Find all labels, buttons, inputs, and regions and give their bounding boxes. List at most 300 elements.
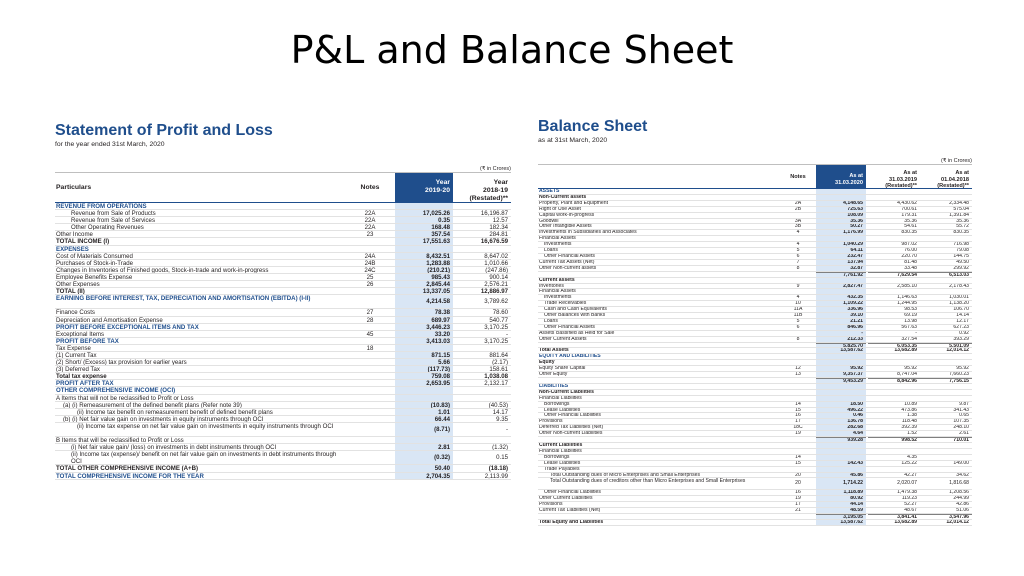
pl-row-previous (453, 345, 511, 351)
pl-row-current: 2,845.44 (395, 281, 453, 287)
bs-row-previous: 95.92 (904, 366, 917, 372)
pl-row (55, 317, 511, 324)
bs-row-current (816, 449, 866, 454)
pl-row (55, 210, 511, 217)
pl-row (55, 366, 511, 373)
bs-row-previous (868, 443, 920, 448)
bs-header-p-l2: 31.03.2019 (889, 176, 917, 183)
bs-row-current (816, 236, 866, 241)
pl-row (55, 409, 511, 416)
bs-row-opening: 51.06 (956, 507, 969, 513)
bs-row-opening: 575.04 (953, 206, 969, 212)
bs-row-current: 21.21 (816, 319, 866, 324)
pl-row-note (345, 409, 395, 415)
pl-row-current: 985.43 (395, 274, 453, 280)
pl-row-current: 4,214.58 (395, 295, 453, 308)
bs-row-opening (920, 384, 972, 389)
bs-row-previous: 6,053.35 (868, 343, 920, 348)
pl-row-note: 23 (366, 231, 374, 238)
pl-row-particular: Total tax expense (56, 373, 107, 380)
bs-row-opening (920, 449, 972, 454)
pl-row-particular: TOTAL OTHER COMPREHENSIVE INCOME (A+B) (56, 465, 199, 472)
bs-row-opening: 6,513.03 (920, 272, 972, 277)
bs-row-particular: Capital work-in-progress (539, 212, 595, 218)
pl-header-particulars: Particulars (56, 184, 92, 191)
pl-row (55, 451, 511, 465)
pl-row-previous: 284.81 (489, 231, 508, 238)
pl-row-particular: (ii) Income tax (expense)/ benefit on net fair value gain on investments in debt instruments through OCI (71, 451, 337, 465)
pl-row (55, 402, 511, 409)
pl-row-previous: (2.17) (492, 359, 508, 366)
bs-row-previous: 2,585.10 (897, 283, 917, 289)
pl-row-current: 357.54 (395, 231, 453, 237)
pl-row-current (395, 246, 453, 252)
pl-row (55, 288, 511, 295)
bs-row-opening (920, 360, 972, 365)
bs-row-opening: 55.72 (956, 224, 969, 230)
bs-row-current: 212.33 (816, 337, 866, 342)
bs-row-current: 44.14 (816, 502, 866, 507)
pl-row-note (345, 238, 395, 244)
bs-row-note: 15 (795, 460, 801, 466)
bs-row-opening: 14.14 (956, 313, 969, 318)
bs-row-particular: Trade Receivables (544, 301, 587, 307)
bs-row-particular (538, 378, 780, 383)
pl-row-previous: 182.34 (489, 224, 508, 231)
pl-row-previous: (40.53) (488, 401, 508, 408)
bs-row-particular: ASSETS (539, 189, 560, 194)
bs-header-q-l2: 01.04.2018 (941, 176, 969, 183)
bs-row-particular: Assets classified as Held for Sale (539, 330, 615, 336)
pl-row-note (345, 444, 395, 450)
pl-row-current: 759.08 (395, 373, 453, 379)
bs-row-particular: Inventories (539, 283, 564, 289)
pl-row (55, 373, 511, 380)
bs-row-opening: 299.92 (953, 265, 969, 271)
profit-loss-statement (55, 122, 511, 576)
bs-row-particular: Financial Assets (539, 289, 576, 295)
bs-row-particular: Lease Liabilities (544, 407, 581, 413)
bs-row-current: 80.92 (816, 496, 866, 501)
bs-row-previous: 13.98 (904, 318, 917, 324)
bs-row-particular: Provisions (539, 502, 563, 507)
bs-row-current: 64.11 (816, 248, 866, 253)
pl-row (55, 345, 511, 352)
bs-header-c-l1: As at (849, 173, 863, 179)
bs-row-note: 14 (795, 454, 801, 460)
bs-row-note (780, 195, 816, 200)
bs-row-note: 11B (793, 313, 803, 318)
bs-row-current: 108.09 (816, 213, 866, 218)
pl-row-current (395, 437, 453, 443)
bs-row-opening: 106.70 (953, 307, 969, 313)
bs-row-previous (868, 384, 920, 389)
bs-row-previous: 998.52 (868, 437, 920, 442)
pl-row-particular: (3) Deferred Tax (56, 366, 100, 373)
bs-header-q-l3: (Restated)** (937, 183, 969, 189)
pl-row (55, 444, 511, 451)
pl-row-previous: (1.32) (492, 444, 508, 451)
pl-row-note (345, 203, 395, 209)
bs-subtitle: as at 31st March, 2020 (538, 137, 608, 144)
bs-row-current: 4.64 (816, 431, 866, 436)
bs-row-current: 39.10 (816, 313, 866, 318)
bs-row-particular: Loans (544, 318, 558, 324)
bs-row-particular: Investments (544, 242, 572, 248)
bs-row-particular: Right of Use Asset (539, 206, 581, 212)
bs-row-opening (920, 390, 972, 395)
bs-row-current (816, 467, 866, 472)
pl-row-previous: 12,886.97 (480, 288, 508, 295)
bs-row-opening: 9.87 (959, 401, 969, 407)
pl-unit-label: (₹ in Crores) (55, 165, 511, 173)
bs-row-particular: Other Financial Assets (544, 253, 595, 259)
pl-row (55, 473, 511, 480)
pl-row-note: 24C (364, 266, 376, 273)
bs-row-previous: 3,841.41 (868, 514, 920, 519)
bs-row-note: 5 (796, 318, 800, 324)
pl-row-previous: 12.57 (492, 217, 508, 224)
bs-row-particular: Current Tax Liabilities (Net) (539, 507, 601, 513)
pl-row-particular: Revenue from Sale of Products (71, 210, 156, 217)
bs-row-previous: 10.89 (904, 401, 917, 407)
bs-row-previous: 81.48 (904, 259, 917, 265)
bs-unit-label: (₹ in Crores) (538, 157, 972, 165)
pl-row-note (345, 288, 395, 294)
bs-row-note: 19 (795, 496, 801, 502)
pl-row-particular: Other Income (56, 231, 93, 238)
bs-row-previous (868, 360, 920, 365)
bs-row-previous: 327.54 (901, 336, 917, 342)
pl-row-previous (453, 203, 511, 209)
bs-row-current: 1,040.29 (816, 242, 866, 247)
pl-row-particular: B Items that will be reclassified to Profit or Loss (56, 437, 184, 444)
pl-row-particular: (a) (i) Remeasurement of the defined benefit plans (Refer note 39) (63, 401, 242, 408)
pl-row-current: 2.81 (395, 444, 453, 450)
bs-row-opening: 0.65 (959, 413, 969, 419)
bs-row-previous: 13,682.89 (894, 348, 917, 354)
pl-row (55, 359, 511, 366)
slide-title: P&L and Balance Sheet (290, 28, 734, 72)
bs-row-note: 19 (795, 431, 801, 437)
bs-row-current: 137.94 (816, 260, 866, 265)
pl-row-current: 1.01 (395, 409, 453, 415)
pl-row-current: 871.15 (395, 352, 453, 358)
bs-row-current: 846.96 (816, 325, 866, 330)
bs-row-particular: Goodwill (539, 218, 559, 224)
bs-row-current (816, 396, 866, 401)
pl-table-body (55, 203, 511, 480)
bs-row-previous: 179.31 (901, 212, 917, 218)
pl-row-current: 13,337.05 (395, 288, 453, 294)
bs-title: Balance Sheet (538, 118, 648, 135)
bs-row-particular: Provisions (539, 419, 563, 425)
bs-row-note (780, 396, 816, 401)
bs-row-current: 18.50 (816, 402, 866, 407)
bs-row-particular: Total Equity and Liabilities (539, 519, 604, 525)
bs-header-c-l2: 31.03.2020 (835, 179, 863, 186)
bs-row-opening: 1,208.56 (949, 490, 969, 496)
bs-row-opening (920, 354, 972, 359)
bs-row-note: 18C (793, 425, 803, 431)
bs-row-previous: 1.52 (907, 431, 917, 437)
pl-row (55, 437, 511, 444)
bs-row-opening: 42.86 (956, 502, 969, 507)
bs-row-particular: Current Liabilities (539, 442, 583, 448)
bs-row-current: 45.86 (816, 473, 866, 478)
bs-row-previous (868, 467, 920, 472)
pl-row-particular: REVENUE FROM OPERATIONS (56, 203, 147, 210)
bs-row-note: 7 (796, 259, 800, 265)
bs-row-opening (920, 189, 972, 194)
bs-row-particular: Trade Payables (544, 466, 580, 472)
pl-row-current: (117.73) (395, 366, 453, 372)
pl-row (55, 238, 511, 245)
bs-row-current: 0.46 (816, 413, 866, 418)
bs-row-particular: Current Tax Assets (Net) (539, 259, 595, 265)
bs-row-particular: Other Financial Liabilities (544, 413, 601, 419)
pl-row-particular: Employee Benefits Expense (56, 273, 133, 281)
pl-row-previous: 2,576.21 (484, 281, 508, 288)
pl-row-particular: Other Expenses (56, 281, 100, 288)
bs-row-opening: 1,816.68 (949, 480, 969, 487)
pl-row-previous: - (505, 330, 508, 337)
bs-row-opening: 248.10 (953, 425, 969, 431)
bs-header-opening (920, 165, 972, 188)
bs-header-previous (868, 165, 920, 188)
pl-row-previous: 2,132.17 (484, 380, 508, 387)
pl-row-previous: 9.35 (496, 415, 508, 422)
bs-row-note (780, 467, 816, 472)
pl-row (55, 246, 511, 253)
bs-row-current: 32.87 (816, 266, 866, 271)
pl-row-note (345, 324, 395, 330)
bs-row-previous: 830.35 (901, 230, 917, 236)
bs-row-opening (920, 443, 972, 448)
bs-row-opening: 95.92 (956, 366, 969, 372)
pl-row-note (345, 338, 395, 344)
bs-row-current: 4,148.65 (816, 201, 866, 206)
pl-row (55, 203, 511, 210)
pl-row-current: 17,025.26 (395, 210, 453, 216)
bs-row-opening: 34.62 (956, 472, 969, 478)
bs-row-note (780, 272, 816, 277)
pl-row-note: 27 (366, 309, 374, 316)
bs-row-previous (868, 390, 920, 395)
pl-row-particular: Purchases of Stock-in-Trade (56, 259, 133, 266)
pl-row-current: 1,283.88 (395, 260, 453, 266)
bs-row-particular: Total Outstanding dues of creditors other than Micro Enterprises and Small Enterprises (550, 478, 746, 485)
bs-row-opening (920, 467, 972, 472)
bs-row-previous: 2,020.07 (897, 480, 917, 487)
pl-header-prev-l2: 2018-19 (483, 187, 508, 194)
bs-row-opening: 716.98 (953, 242, 969, 248)
pl-row-previous: 3,170.25 (484, 337, 508, 344)
bs-row-previous: 118.48 (901, 419, 917, 425)
bs-row-note (780, 278, 816, 283)
bs-row-opening: 1,030.01 (949, 295, 969, 301)
pl-header-current-year (395, 173, 453, 202)
bs-row-note: 6 (796, 253, 800, 259)
pl-row-particular: (2) Short/ (Excess) tax provision for earlier years (56, 359, 187, 366)
pl-row (55, 331, 511, 338)
pl-row-particular: (ii) Income tax benefit on remeasurement benefit of defined benefit plans (77, 408, 273, 415)
pl-header-prev-l1: Year (493, 179, 508, 186)
bs-row-note (780, 378, 816, 383)
pl-row-current: 3,446.23 (395, 324, 453, 330)
bs-row-previous: 48.67 (904, 507, 917, 513)
pl-row-note (345, 465, 395, 471)
bs-row (538, 478, 972, 490)
bs-row-opening: 341.43 (953, 407, 969, 413)
bs-row-previous (868, 236, 920, 241)
pl-row-particular: Cost of Materials Consumed (56, 252, 133, 259)
bs-row-current: 1,109.22 (816, 301, 866, 306)
bs-row-note: 20 (795, 472, 801, 478)
pl-row-current (395, 203, 453, 209)
bs-row-current: 9,453.29 (816, 378, 866, 383)
bs-row-particular: Other Financial Liabilities (544, 490, 601, 496)
bs-row-particular (538, 514, 780, 519)
pl-row-current (395, 345, 453, 351)
bs-row-particular: Total Outstanding dues of Micro Enterprises and Small Enterprises (550, 472, 701, 478)
bs-row-opening: 49.50 (956, 259, 969, 265)
pl-row-current: 2,653.95 (395, 380, 453, 386)
bs-row-current: 282.68 (816, 425, 866, 430)
bs-row-opening: 7,660.23 (949, 372, 969, 377)
pl-row-particular: Other Operating Revenues (71, 224, 144, 231)
bs-row-note: 8 (796, 336, 800, 342)
bs-row-previous (868, 354, 920, 359)
bs-row-previous: 76.00 (904, 248, 917, 253)
pl-row-particular: EXPENSES (56, 245, 89, 252)
bs-row-current: 232.47 (816, 254, 866, 259)
pl-row-previous: 158.61 (489, 366, 508, 373)
pl-row-previous: 16,676.59 (480, 238, 508, 245)
bs-row-current: 35.36 (816, 219, 866, 224)
pl-row-note (345, 437, 395, 443)
pl-row-note (345, 473, 395, 479)
bs-row-previous: 33.48 (904, 265, 917, 271)
bs-row-particular: Lease Liabilities (544, 460, 581, 466)
bs-row-opening: 1,391.84 (949, 212, 969, 218)
bs-row-previous: 35.36 (904, 218, 917, 224)
pl-row (55, 217, 511, 224)
bs-row-opening: 3,547.96 (920, 514, 972, 519)
pl-row-particular: Finance Costs (56, 309, 95, 316)
pl-row (55, 387, 511, 394)
bs-row-previous (868, 278, 920, 283)
bs-row-note: 2A (794, 200, 802, 206)
pl-row-particular: Exceptional Items (56, 330, 105, 337)
pl-row-note: 24B (364, 259, 376, 266)
bs-row-particular: Non-Current assets (539, 194, 587, 200)
bs-row-particular: Equity Share Capital (539, 366, 586, 372)
bs-row-opening: 79.08 (956, 248, 969, 253)
pl-row-note (345, 366, 395, 372)
bs-row-particular: Equity (539, 360, 555, 366)
bs-row-particular: Other Financial Assets (544, 324, 595, 330)
pl-row-note (345, 380, 395, 386)
pl-row-current (395, 395, 453, 401)
pl-row-note (345, 402, 395, 408)
pl-row (55, 465, 511, 472)
pl-row-note: 45 (366, 330, 374, 337)
bs-row-current: 496.22 (816, 408, 866, 413)
pl-row-note (345, 295, 395, 308)
bs-row-note (780, 236, 816, 241)
bs-row-opening: 830.35 (953, 230, 969, 236)
bs-header-p-l1: As at (903, 170, 917, 176)
bs-row-opening: 107.35 (953, 419, 969, 425)
bs-row-note (780, 189, 816, 194)
bs-row-note (780, 354, 816, 359)
bs-row-opening: 12.17 (956, 318, 969, 324)
bs-row-particular: Other Non-current assets (539, 265, 597, 271)
pl-row (55, 423, 511, 437)
pl-row-previous: - (505, 425, 508, 433)
bs-row-current: 1,714.22 (816, 478, 866, 489)
bs-row-opening (920, 278, 972, 283)
bs-row-note: 4 (796, 295, 800, 301)
bs-header-p-l3: (Restated)** (885, 183, 917, 189)
pl-row-previous: 900.14 (489, 273, 508, 281)
bs-row-note (780, 213, 816, 218)
bs-row-current: 2,827.47 (816, 284, 866, 289)
pl-row-note: 26 (366, 281, 374, 288)
bs-row-opening: 2,178.43 (949, 283, 969, 289)
bs-row-opening: 12,014.12 (946, 348, 969, 354)
bs-row-previous (868, 289, 920, 294)
bs-row-note (780, 360, 816, 365)
bs-row (538, 520, 972, 526)
bs-row-note: 4 (796, 230, 800, 236)
bs-row-opening: 0.92 (959, 330, 969, 336)
pl-row (55, 295, 511, 309)
pl-row-current: 5.66 (395, 359, 453, 365)
bs-row-current: 725.63 (816, 207, 866, 212)
bs-row-previous: 4,430.62 (897, 200, 917, 206)
bs-row-note (780, 384, 816, 389)
bs-row-opening: 5,501.09 (920, 343, 972, 348)
pl-header-row (55, 173, 511, 203)
bs-row-opening (920, 455, 972, 460)
bs-row-previous: - (915, 330, 917, 336)
bs-row-note (780, 443, 816, 448)
pl-row-particular: PROFIT BEFORE EXCEPTIONAL ITEMS AND TAX (56, 323, 199, 330)
bs-row-previous (868, 195, 920, 200)
pl-row-current: (10.83) (395, 402, 453, 408)
pl-row-note (345, 359, 395, 365)
pl-row-current: 8,432.51 (395, 253, 453, 259)
pl-row (55, 274, 511, 281)
pl-row-particular: Depreciation and Amortisation Expense (56, 316, 163, 323)
pl-row-previous (453, 395, 511, 401)
bs-row-current (816, 443, 866, 448)
pl-row-particular: Tax Expense (56, 344, 91, 351)
bs-row-previous: 8,747.04 (897, 372, 917, 377)
pl-row-current: 168.48 (395, 224, 453, 230)
pl-row-particular: (b) (i) Net fair value gain on investments in equity instruments through OCI (63, 415, 264, 422)
bs-row-particular: Borrowings (544, 401, 570, 407)
bs-row-current (816, 289, 866, 294)
pl-row-particular: (ii) Income tax expense on net fair value gain on investments in equity instruments through OCI (77, 422, 334, 430)
bs-row-opening: 35.36 (956, 218, 969, 224)
bs-row-particular: Total Assets (539, 348, 569, 354)
bs-row-note (780, 520, 816, 525)
bs-row-note (780, 343, 816, 348)
bs-row-current (816, 360, 866, 365)
